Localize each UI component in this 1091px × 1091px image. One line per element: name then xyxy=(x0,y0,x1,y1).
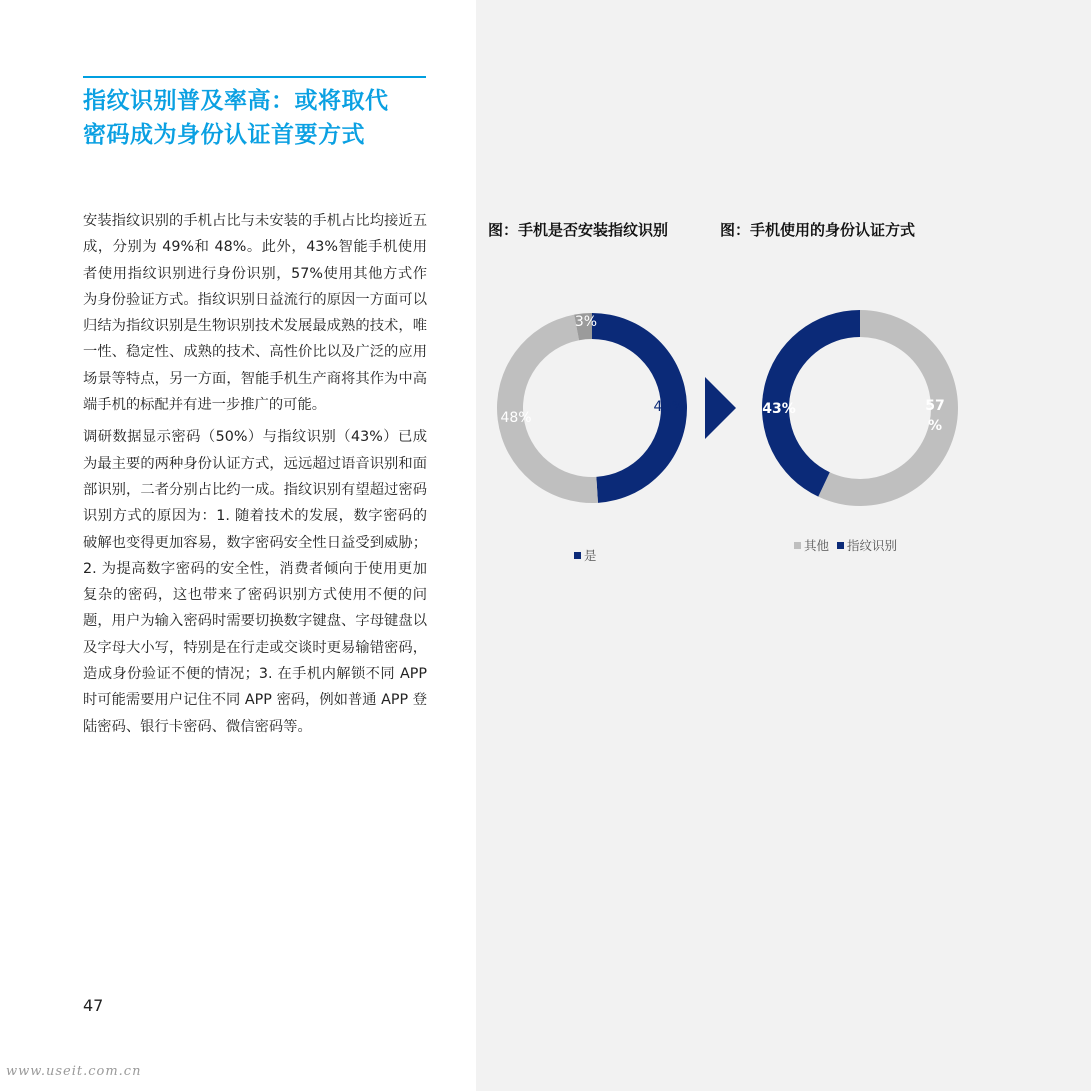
page-title-line2: 密码成为身份认证首要方式 xyxy=(83,122,365,148)
chart1-donut xyxy=(497,313,687,503)
chart1-slice-1 xyxy=(497,315,598,503)
chart1-data-label-1: 48% xyxy=(500,410,532,426)
chart2-data-label-1: 43% xyxy=(762,401,796,417)
watermark: www.useit.com.cn xyxy=(6,1064,142,1079)
arrow-right-icon xyxy=(705,377,736,439)
chart2-data-label-0: 57 % xyxy=(925,398,945,434)
chart2-title: 图：手机使用的身份认证方式 xyxy=(720,221,916,239)
paragraph-1: 安装指纹识别的手机占比与未安装的手机占比均接近五成，分别为 49%和 48%。此外，43%智能手机使用者使用指纹识别进行身份识别，57%使用其他方式作为身份验证方式。指纹识别日益流行的原因一方面可以归结为指纹识别是生物识别技术发展最成熟的技术，唯一性、稳定性、成熟的技术、高性价比以及广泛的应用场景等特点，另一方面，智能手机生产商将其作为中高端手机的标配并有进一步推广的可能。 xyxy=(83,213,427,414)
chart2-legend-item-1 xyxy=(837,536,897,554)
chart1-title: 图：手机是否安装指纹识别 xyxy=(488,221,669,239)
title-rule xyxy=(83,76,426,78)
chart1-legend-swatch-0 xyxy=(574,552,581,559)
paragraph-2: 调研数据显示密码（50%）与指纹识别（43%）已成为最主要的两种身份认证方式，远远超过语音识别和面部识别，二者分别占比约一成。指纹识别有望超过密码识别方式的原因为：1. 随着技术的发展，数字密码的破解也变得更加容易，数字密码安全性日益受到威胁；2. 为提高数字密码的安全性，消费者倾向于使用更加复杂的密码，这也带来了密码识别方式使用不便的问题，用户为输入密码时需要切换数字键盘、字母键盘以及字母大小写，特别是在行走或交谈时更易输错密码，造成身份验证不便的情况；3. 在手机内解锁不同 APP 时可能需要用户记住不同 APP 密码，例如普通 APP 登陆密码、银行卡密码、微信密码等。 xyxy=(83,429,427,735)
page-number: 47 xyxy=(83,996,104,1015)
chart1-legend-item-0 xyxy=(574,546,597,564)
page-title xyxy=(83,84,443,152)
chart1-legend-label-0: 是 xyxy=(584,548,597,563)
charts-svg xyxy=(476,280,1091,580)
chart2-legend xyxy=(794,536,897,554)
chart2-legend-swatch-0 xyxy=(794,542,801,549)
chart1-data-label-0: 49% xyxy=(653,399,685,415)
chart1-legend xyxy=(574,546,597,564)
body-text xyxy=(83,208,427,746)
page-title-line1: 指纹识别普及率高：或将取代 xyxy=(83,88,389,114)
chart2-legend-swatch-1 xyxy=(837,542,844,549)
chart2-donut xyxy=(762,310,958,506)
chart2-legend-label-1: 指纹识别 xyxy=(847,538,898,553)
chart2-legend-item-0 xyxy=(794,536,829,554)
chart2-legend-label-0: 其他 xyxy=(804,538,830,553)
chart1-data-label-2: 3% xyxy=(574,314,598,330)
